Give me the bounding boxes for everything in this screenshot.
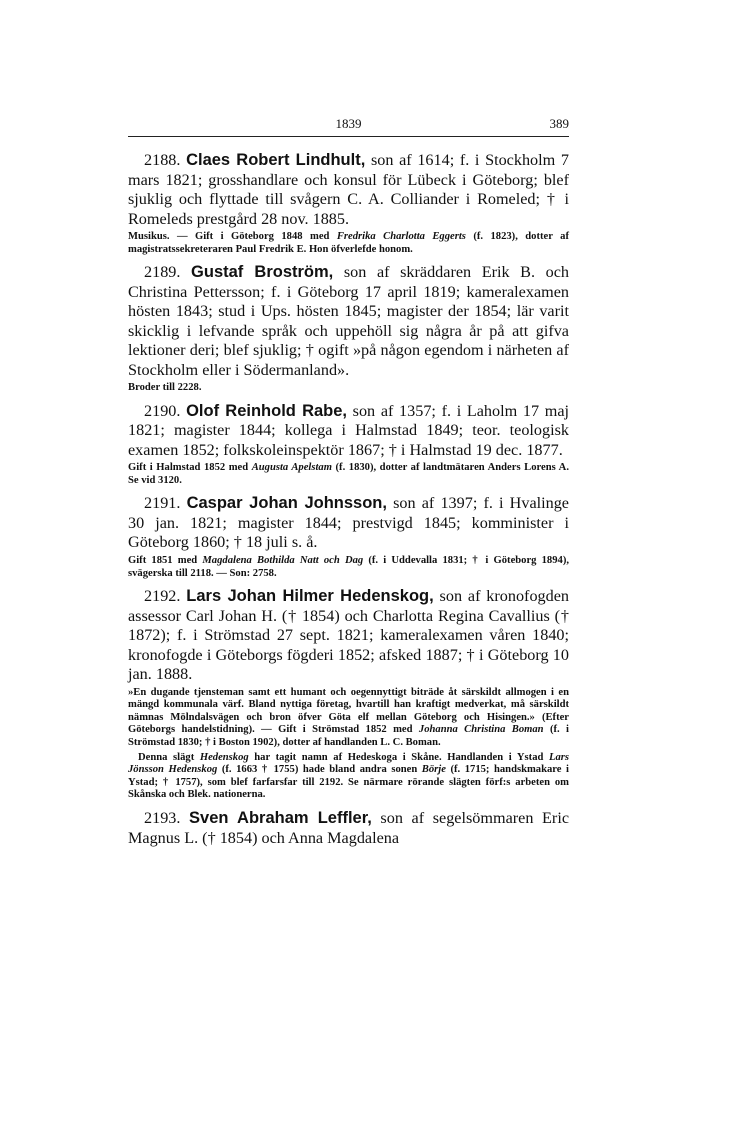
note-italic-name: Fredrika Charlotta Eggerts	[336, 231, 466, 242]
entry-number: 2188.	[144, 151, 181, 169]
note-text: (f. i Strömstad 1830; † i Boston 1902), dotter af handlanden L. C. Boman.	[128, 724, 569, 749]
entry-body: son af kronofogden assessor Carl Johan H. († 1854) och Charlotta Regina Cavallius († 1872); f. i Strömstad 27 sept. 1821; kameralexamen våren 1840; kronofogde i Göteborgs fögderi 1852; afsked 1887; † i Göteborg 10 jan. 1888.	[128, 587, 570, 684]
note-italic-name: Hedenskog	[199, 751, 249, 763]
note-text: (f. 1715; handskmakare i Ystad; † 1757), som blef farfarsfar till 2192. Se närmare rörande slägten förf:s arbeten om Skånska och Blek. nationerna.	[128, 764, 569, 801]
entry-number: 2192.	[144, 587, 181, 606]
note-italic-name: Börje	[421, 764, 446, 776]
note-italic-name: Augusta Apelstam	[251, 462, 332, 474]
note-text: Gift 1851 med	[128, 554, 203, 566]
person-name: Olof Reinhold Rabe,	[186, 401, 347, 420]
entry	[128, 494, 569, 580]
note-text: (f. i Uddevalla 1831; † i Göteborg 1894), svägerska till 2118. — Son: 2758.	[128, 554, 569, 579]
note-text: har tagit namn af Hedeskoga i Skåne. Handlanden i Ystad	[248, 751, 549, 763]
person-name: Lars Johan Hilmer Hedenskog,	[186, 587, 434, 606]
entry-body: son af segelsömmaren Eric Magnus L. († 1854) och Anna Magdalena	[128, 809, 569, 847]
entry	[128, 402, 569, 488]
entry-number: 2190.	[144, 401, 181, 420]
entry	[128, 263, 569, 395]
entry-text	[128, 587, 569, 685]
header-year: 1839	[335, 116, 362, 131]
entry-number: 2193.	[144, 809, 181, 827]
entry-number: 2191.	[144, 494, 181, 513]
entry-note	[128, 555, 569, 580]
note-text: Musikus. — Gift i Göteborg 1848 med	[128, 231, 337, 242]
entry-text	[128, 809, 569, 848]
person-name: Caspar Johan Johnsson,	[186, 494, 387, 513]
note-text: Broder till 2228.	[128, 382, 202, 394]
book-page	[128, 112, 569, 848]
entry	[128, 809, 569, 848]
entry-text	[128, 494, 569, 553]
entry-text	[128, 402, 569, 461]
entry	[128, 151, 569, 256]
entry-note	[128, 752, 569, 802]
entry-text	[128, 151, 569, 229]
entry-note	[128, 687, 569, 750]
note-italic-name: Lars Jönsson Hedenskog	[128, 751, 569, 776]
page-header	[128, 112, 569, 137]
note-text: (f. 1823), dotter af magistratssekreteraren Paul Fredrik E. Hon öfverlefde honom.	[128, 231, 569, 255]
entry-body: son af skräddaren Erik B. och Christina Pettersson; f. i Göteborg 17 april 1819; kameralexamen hösten 1843; stud i Ups. hösten 1845; magister der 1854; lär varit skicklig i lefvande språk och uppehöll sig några år på att gifva lektioner deri; blef sjuklig; † ogift »på någon egendom i närheten af Stockholm eller i Södermanland».	[128, 263, 569, 379]
entry-body: son af 1357; f. i Laholm 17 maj 1821; magister 1844; kollega i Halmstad 1849; teor. teologisk examen 1852; folkskoleinspektör 1867; † i Halmstad 19 dec. 1877.	[128, 401, 569, 459]
entry	[128, 587, 569, 802]
entry-note	[128, 462, 569, 487]
person-name: Sven Abraham Leffler,	[189, 809, 372, 827]
note-text: Gift i Halmstad 1852 med	[128, 462, 252, 474]
person-name: Gustaf Broström,	[191, 263, 334, 282]
note-italic-name: Johanna Christina Boman	[418, 724, 544, 736]
note-text: (f. 1663 † 1755) hade bland andra sonen	[217, 764, 422, 776]
entry-list	[128, 151, 569, 848]
person-name: Claes Robert Lindhult,	[186, 151, 366, 169]
note-text: »En dugande tjensteman samt ett humant och oegennyttigt biträde åt särskildt allmogen i en mängd kommunala värf. Bland nyttiga företag, hvartill han kraftigt medverkat, må särskildt nämnas Mölndalsvägen och bron öfver Göta elf mellan Göteborg och Hisingen.» (Efter Göteborgs handelstidning). — Gift i Strömstad 1852 med	[128, 686, 569, 736]
page-number: 389	[549, 116, 569, 131]
entry-note	[128, 231, 569, 256]
note-text: (f. 1830), dotter af landtmätaren Anders Lorens A. Se vid 3120.	[128, 462, 569, 486]
entry-body: son af 1397; f. i Hvalinge 30 jan. 1821; magister 1844; prestvigd 1845; komminister i Göteborg 1860; † 18 juli s. å.	[128, 494, 569, 552]
entry-note	[128, 382, 569, 395]
entry-body: son af 1614; f. i Stockholm 7 mars 1821; grosshandlare och konsul för Lübeck i Göteborg; blef sjuklig och flyttade till svågern C. A. Colliander i Romeled; † i Romeleds prestgård 28 nov. 1885.	[128, 151, 569, 228]
entry-number: 2189.	[144, 263, 181, 282]
note-italic-name: Magdalena Bothilda Natt och Dag	[202, 554, 364, 566]
entry-text	[128, 263, 569, 380]
note-text: Denna slägt	[138, 751, 200, 763]
